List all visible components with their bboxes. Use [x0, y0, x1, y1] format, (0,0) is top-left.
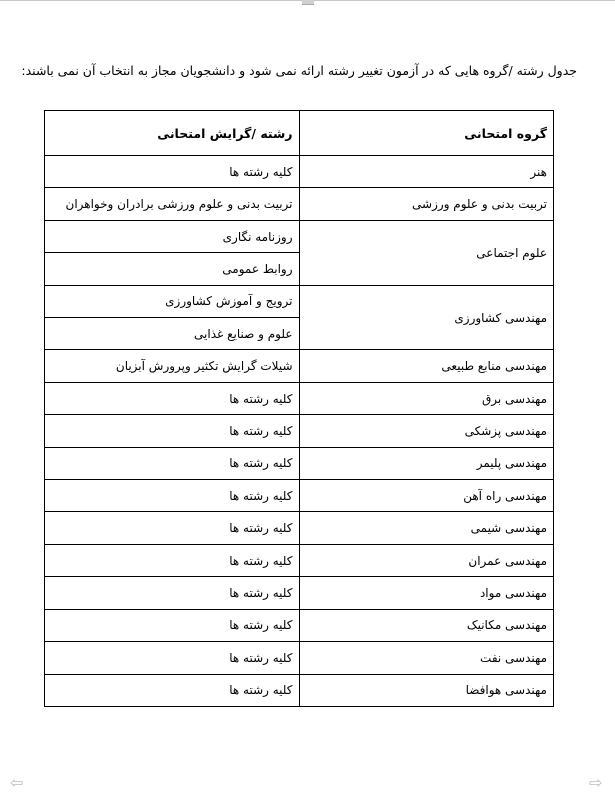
table-row: [45, 188, 554, 220]
group-column-header: گروه امتحانی: [299, 111, 554, 156]
group-cell: مهندسی شیمی: [299, 512, 554, 544]
field-cell: کلیه رشته ها: [45, 156, 300, 188]
field-cell: روزنامه نگاری: [45, 220, 300, 252]
field-cell: روابط عمومی: [45, 253, 300, 285]
field-cell: کلیه رشته ها: [45, 415, 300, 447]
field-cell: تربیت بدنی و علوم ورزشی برادران وخواهران: [45, 188, 300, 220]
group-cell: مهندسی کشاورزی: [299, 285, 554, 350]
table-row: [45, 156, 554, 188]
field-cell: شیلات گرایش تکثیر وپرورش آبزیان: [45, 350, 300, 382]
arrow-right-icon[interactable]: ⇨: [589, 773, 603, 792]
field-column-header: رشته /گرایش امتحانی: [45, 111, 300, 156]
exam-groups-table: [44, 110, 554, 707]
field-cell: کلیه رشته ها: [45, 544, 300, 576]
group-cell: مهندسی عمران: [299, 544, 554, 576]
field-cell: کلیه رشته ها: [45, 447, 300, 479]
field-cell: کلیه رشته ها: [45, 642, 300, 674]
field-cell: کلیه رشته ها: [45, 480, 300, 512]
group-cell: مهندسی مکانیک: [299, 609, 554, 641]
group-cell: مهندسی برق: [299, 382, 554, 414]
field-cell: کلیه رشته ها: [45, 512, 300, 544]
group-cell: مهندسی نفت: [299, 642, 554, 674]
table-row: [45, 512, 554, 544]
table-row: [45, 285, 554, 317]
group-cell: مهندسی پزشکی: [299, 415, 554, 447]
field-cell: ترویج و آموزش کشاورزی: [45, 285, 300, 317]
group-cell: هنر: [299, 156, 554, 188]
group-cell: مهندسی پلیمر: [299, 447, 554, 479]
table-header-row: [45, 111, 554, 156]
field-cell: کلیه رشته ها: [45, 609, 300, 641]
group-cell: تربیت بدنی و علوم ورزشی: [299, 188, 554, 220]
table-row: [45, 480, 554, 512]
table-row: [45, 415, 554, 447]
field-cell: کلیه رشته ها: [45, 577, 300, 609]
table-row: [45, 447, 554, 479]
group-cell: مهندسی مواد: [299, 577, 554, 609]
group-cell: علوم اجتماعی: [299, 220, 554, 285]
group-cell: مهندسی راه آهن: [299, 480, 554, 512]
table-row: [45, 577, 554, 609]
table-row: [45, 350, 554, 382]
table-body: [45, 156, 554, 707]
table-row: [45, 609, 554, 641]
table-row: [45, 674, 554, 707]
intro-text: جدول رشته /گروه هایی که در آزمون تغییر رشته ارائه نمی شود و دانشجویان مجاز به انتخاب آن نمی باشند:: [21, 63, 577, 78]
field-cell: کلیه رشته ها: [45, 382, 300, 414]
arrow-left-icon[interactable]: ⇦: [10, 773, 24, 792]
page-top-marker: [302, 0, 314, 5]
table-row: [45, 544, 554, 576]
field-cell: علوم و صنایع غذایی: [45, 318, 300, 350]
field-cell: کلیه رشته ها: [45, 674, 300, 707]
group-cell: مهندسی منابع طبیعی: [299, 350, 554, 382]
table-row: [45, 220, 554, 252]
group-cell: مهندسی هوافضا: [299, 674, 554, 707]
table-row: [45, 642, 554, 674]
table-row: [45, 382, 554, 414]
